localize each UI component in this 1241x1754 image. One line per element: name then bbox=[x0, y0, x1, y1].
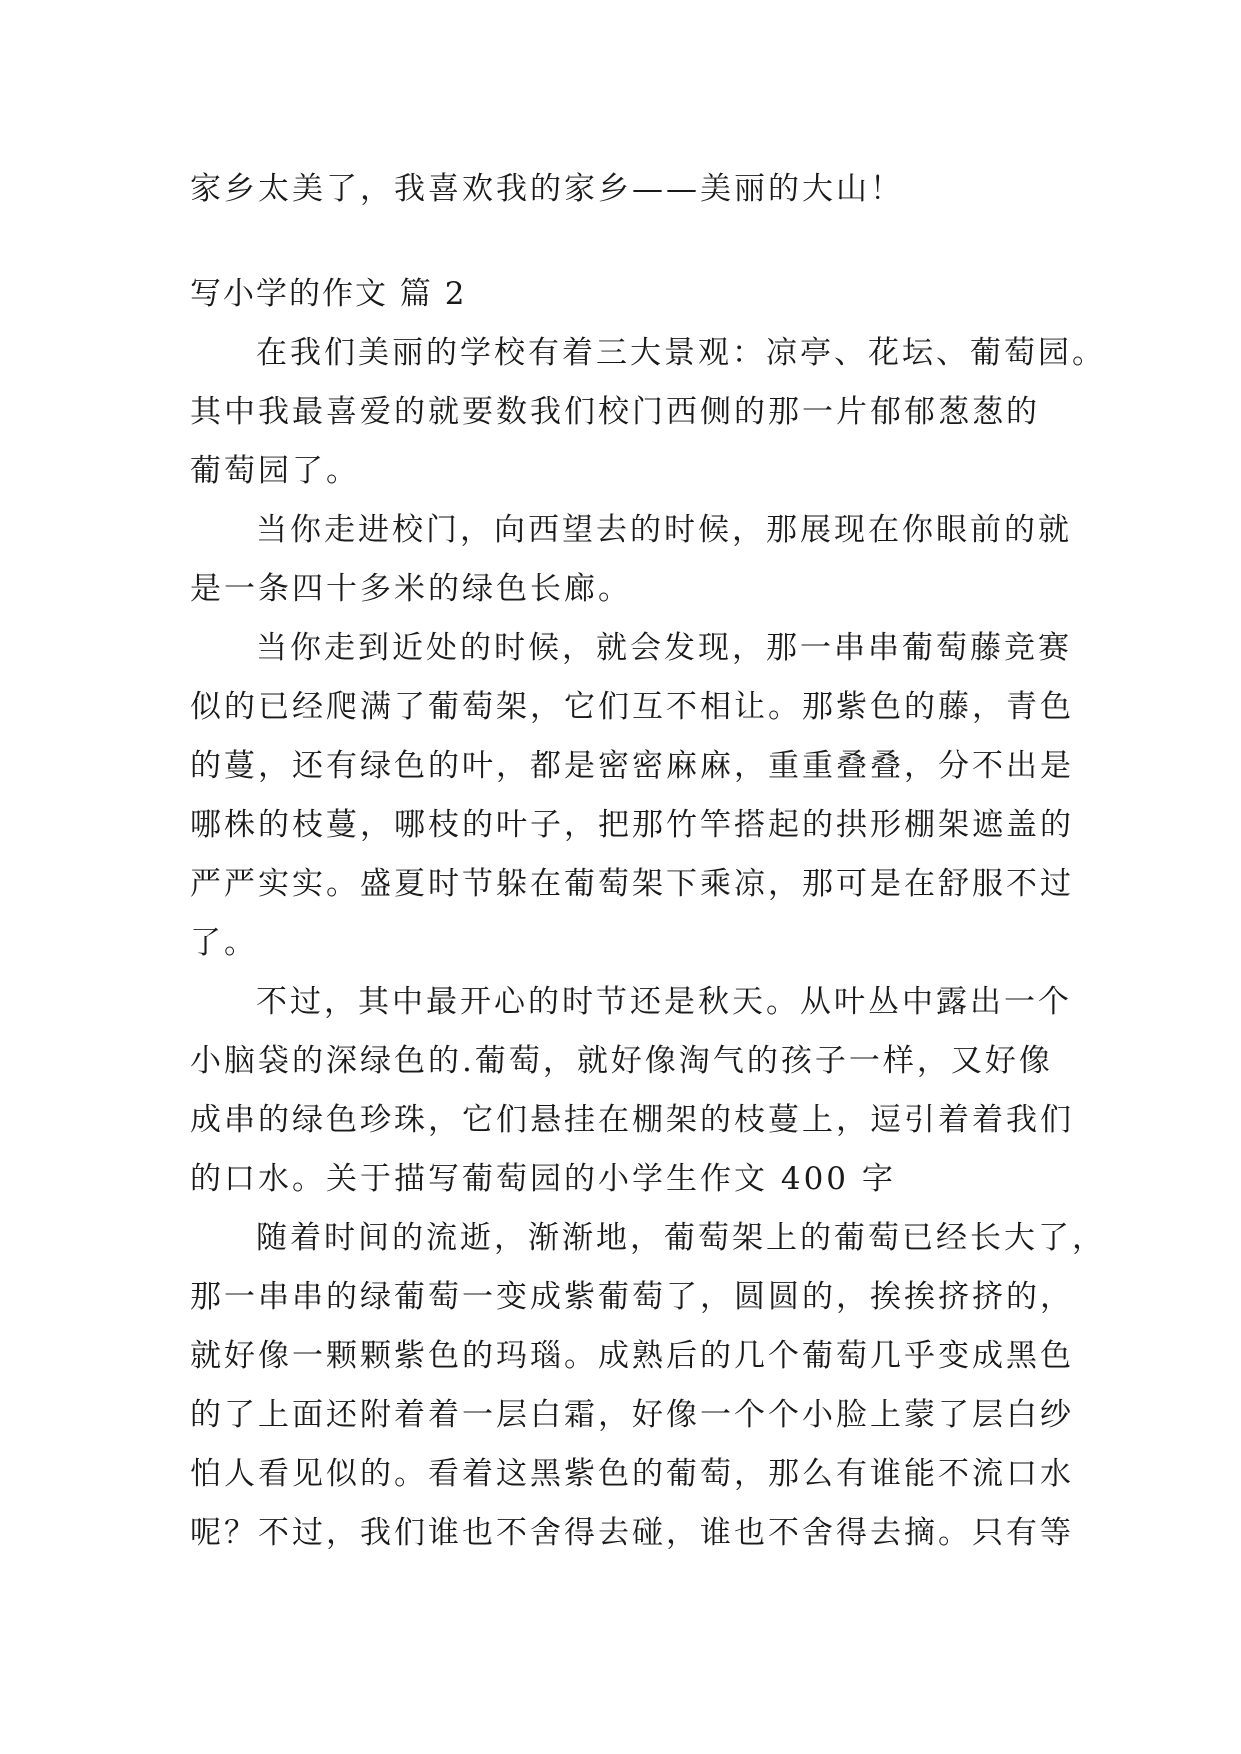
paragraph-line: 其中我最喜爱的就要数我们校门西侧的那一片郁郁葱葱的 bbox=[190, 394, 1040, 430]
paragraph-3 bbox=[190, 619, 1074, 973]
paragraph-2 bbox=[190, 501, 1072, 619]
paragraph-line: 是一条四十多米的绿色长廊。 bbox=[190, 571, 632, 607]
paragraph-line: 怕人看见似的。看着这黑紫色的葡萄，那么有谁能不流口水 bbox=[190, 1456, 1074, 1492]
paragraph-line: 随着时间的流逝，渐渐地，葡萄架上的葡萄已经长大了， bbox=[256, 1220, 1106, 1256]
paragraph-4 bbox=[190, 973, 1074, 1209]
paragraph-line: 的蔓，还有绿色的叶，都是密密麻麻，重重叠叠，分不出是 bbox=[190, 748, 1074, 784]
text-column bbox=[190, 160, 1106, 1563]
paragraph-line: 葡萄园了。 bbox=[190, 453, 360, 489]
paragraph-line: 当你走到近处的时候，就会发现，那一串串葡萄藤竞赛 bbox=[256, 630, 1072, 666]
paragraph-line: 了。 bbox=[190, 925, 258, 961]
paragraph-1 bbox=[190, 324, 1106, 501]
paragraph-line: 小脑袋的深绿色的.葡萄，就好像淘气的孩子一样，又好像 bbox=[190, 1043, 1053, 1079]
paragraph-line: 那一串串的绿葡萄一变成紫葡萄了，圆圆的，挨挨挤挤的， bbox=[190, 1279, 1074, 1315]
paragraph-5 bbox=[190, 1209, 1106, 1563]
paragraph-line: 哪株的枝蔓，哪枝的叶子，把那竹竿搭起的拱形棚架遮盖的 bbox=[190, 807, 1074, 843]
paragraph-line: 就好像一颗颗紫色的玛瑙。成熟后的几个葡萄几乎变成黑色 bbox=[190, 1338, 1074, 1374]
paragraph-line: 的口水。关于描写葡萄园的小学生作文 400 字 bbox=[190, 1161, 896, 1197]
paragraph-line: 的了上面还附着着一层白霜，好像一个个小脸上蒙了层白纱 bbox=[190, 1397, 1074, 1433]
paragraph-line: 呢？不过，我们谁也不舍得去碰，谁也不舍得去摘。只有等 bbox=[190, 1515, 1074, 1551]
closing-line: 家乡太美了，我喜欢我的家乡——美丽的大山！ bbox=[190, 171, 904, 207]
paragraph-line: 成串的绿色珍珠，它们悬挂在棚架的枝蔓上，逗引着着我们 bbox=[190, 1102, 1074, 1138]
paragraph-line: 当你走进校门，向西望去的时候，那展现在你眼前的就 bbox=[256, 512, 1072, 548]
paragraph-line: 在我们美丽的学校有着三大景观：凉亭、花坛、葡萄园。 bbox=[256, 335, 1106, 371]
paragraph-line: 似的已经爬满了葡萄架，它们互不相让。那紫色的藤，青色 bbox=[190, 689, 1074, 725]
paragraph-line: 严严实实。盛夏时节躲在葡萄架下乘凉，那可是在舒服不过 bbox=[190, 866, 1074, 902]
section-heading: 写小学的作文 篇 2 bbox=[190, 276, 467, 312]
paragraph-line: 不过，其中最开心的时节还是秋天。从叶丛中露出一个 bbox=[256, 984, 1072, 1020]
